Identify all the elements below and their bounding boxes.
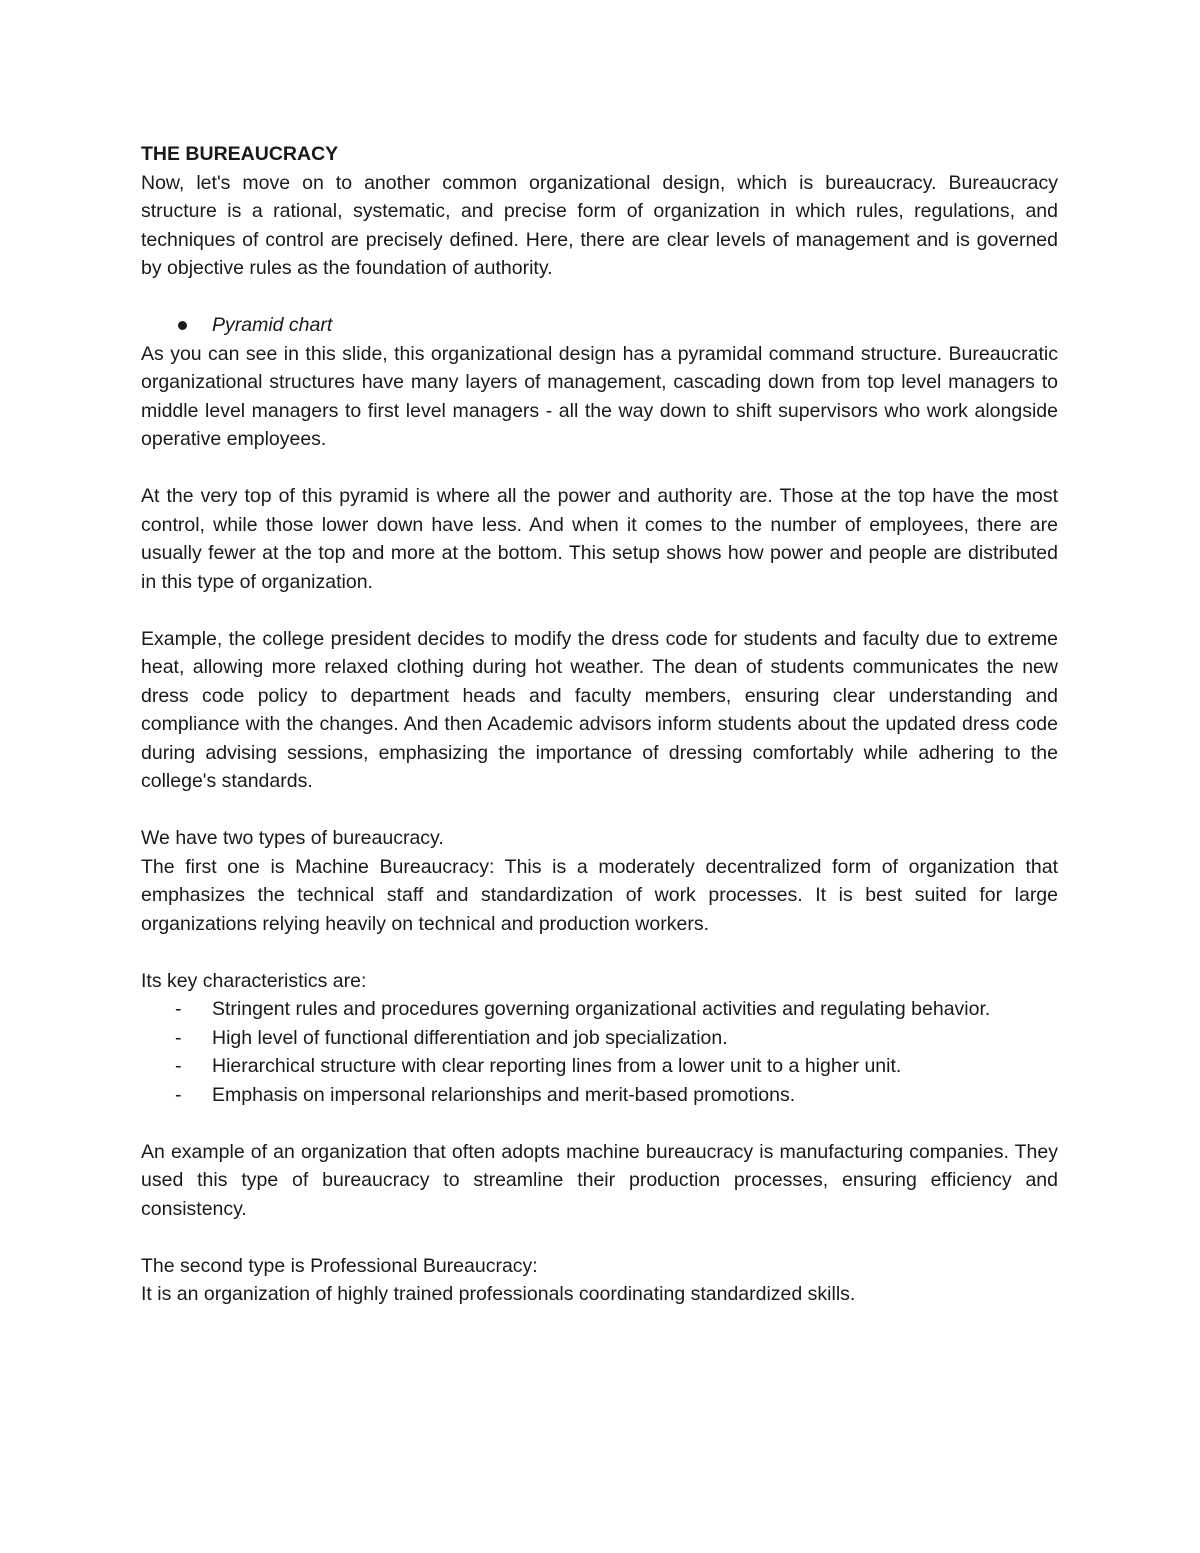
example-paragraph: Example, the college president decides to modify the dress code for students and faculty due to extreme heat, allowing more relaxed clothing during hot weather. The dean of students communicates the new dress code policy to department heads and faculty members, ensuring clear understanding and compliance with the changes. And then Academic advisors inform students about the updated dress code during advising sessions, emphasizing the importance of dressing comfortably while adhering to the college's standards. bbox=[141, 627, 1058, 792]
dash-marker: - bbox=[175, 1026, 182, 1049]
characteristics-intro: Its key characteristics are: bbox=[141, 969, 367, 992]
intro-paragraph: Now, let's move on to another common organizational design, which is bureaucracy. Bureaucracy structure is a rational, systematic, and precise form of organization in which rules, regulations, and techniques of control are precisely defined. Here, there are clear levels of management and is governed by objective rules as the foundation of authority. bbox=[141, 171, 1058, 279]
spacer bbox=[141, 283, 1058, 312]
list-item bbox=[141, 1081, 1058, 1110]
list-item-text: Hierarchical structure with clear reporting lines from a lower unit to a higher unit. bbox=[212, 1055, 902, 1077]
list-item-text: High level of functional differentiation and job specialization. bbox=[212, 1026, 728, 1049]
machine-bureaucracy-paragraph: The first one is Machine Bureaucracy: This is a moderately decentralized form of organization that emphasizes the technical staff and standardization of work processes. It is best suited for large organizations relying heavily on technical and production workers. bbox=[141, 855, 1058, 935]
machine-example-paragraph: An example of an organization that often adopts machine bureaucracy is manufacturing companies. They used this type of bureaucracy to streamline their production processes, ensuring efficiency and consistency. bbox=[141, 1140, 1058, 1220]
spacer bbox=[141, 796, 1058, 825]
spacer bbox=[141, 938, 1058, 967]
bullet-icon bbox=[178, 321, 187, 330]
bullet-item bbox=[141, 311, 1058, 340]
second-type-heading: The second type is Professional Bureaucracy: bbox=[141, 1254, 538, 1277]
professional-bureaucracy-paragraph: It is an organization of highly trained professionals coordinating standardized skills. bbox=[141, 1283, 856, 1305]
pyramid-paragraph: As you can see in this slide, this organizational design has a pyramidal command structure. Bureaucratic organizational structures have many layers of management, cascading down from top level managers to middle level managers to first level managers - all the way down to shift supervisors who work alongside operative employees. bbox=[141, 342, 1058, 450]
spacer bbox=[141, 454, 1058, 483]
dash-marker: - bbox=[175, 998, 182, 1020]
list-item-text: Stringent rules and procedures governing organizational activities and regulating behavior. bbox=[212, 998, 991, 1020]
document-title: THE BUREAUCRACY bbox=[141, 143, 339, 165]
characteristics-list bbox=[141, 995, 1058, 1109]
spacer bbox=[141, 596, 1058, 625]
list-item-text: Emphasis on impersonal relarionships and merit-based promotions. bbox=[212, 1083, 796, 1106]
list-item bbox=[141, 995, 1058, 1024]
document-page bbox=[141, 140, 1058, 1309]
list-item bbox=[141, 1052, 1058, 1081]
dash-marker: - bbox=[175, 1083, 182, 1106]
spacer bbox=[141, 1223, 1058, 1252]
types-intro: We have two types of bureaucracy. bbox=[141, 827, 444, 849]
top-of-pyramid-paragraph: At the very top of this pyramid is where all the power and authority are. Those at the top have the most control, while those lower down have less. And when it comes to the number of employees, there are usually fewer at the top and more at the bottom. This setup shows how power and people are distributed in this type of organization. bbox=[141, 485, 1058, 593]
list-item bbox=[141, 1024, 1058, 1053]
spacer bbox=[141, 1109, 1058, 1138]
dash-marker: - bbox=[175, 1055, 182, 1077]
bullet-item-label: Pyramid chart bbox=[212, 314, 333, 336]
